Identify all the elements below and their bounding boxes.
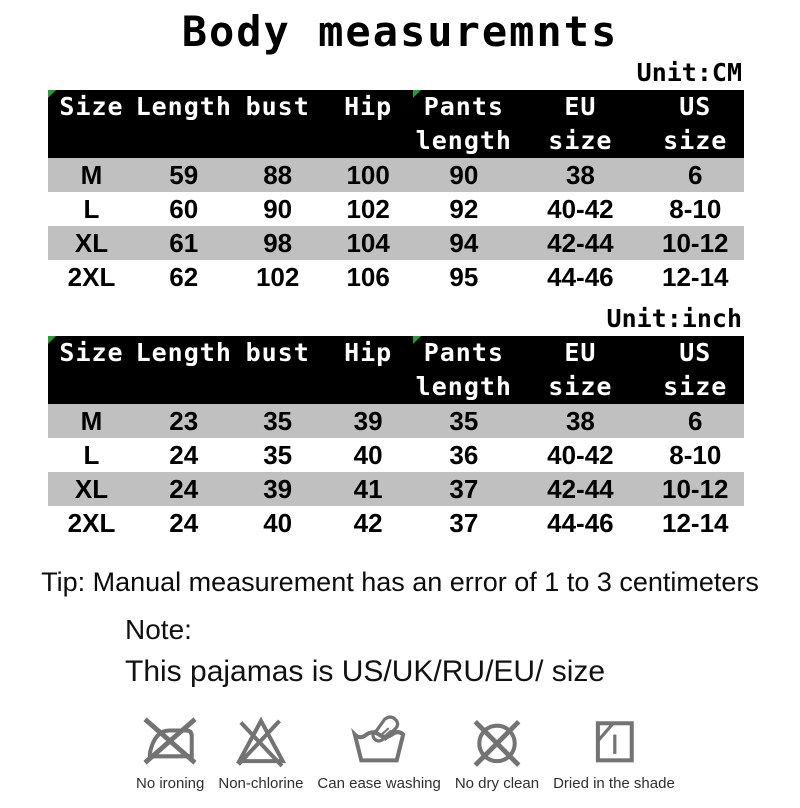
- measurement-tip: Tip: Manual measurement has an error of 1 to 3 centimeters: [41, 567, 759, 597]
- care-label: No dry clean: [454, 775, 540, 792]
- size-row: [48, 472, 744, 506]
- no-dry-clean-icon: [466, 712, 528, 770]
- size-cell: 12-14: [662, 262, 729, 292]
- care-item-no-ironing: [136, 712, 204, 792]
- size-cell: 41: [323, 472, 413, 506]
- size-cell: 102: [255, 262, 300, 292]
- size-row: [48, 438, 744, 472]
- header-row: [48, 336, 744, 404]
- cm-size-table: [48, 90, 744, 294]
- size-cell: 40-42: [547, 440, 614, 470]
- size-cell: 44-46: [547, 508, 614, 538]
- column-header: EU size: [514, 336, 646, 404]
- size-cell: 40: [353, 440, 383, 470]
- care-label: Dried in the shade: [553, 775, 675, 792]
- care-label: Non-chlorine: [218, 775, 304, 792]
- size-cell: 98: [232, 226, 322, 260]
- note-heading: Note:: [125, 614, 192, 645]
- size-cell: 94: [413, 226, 514, 260]
- size-cell: 10-12: [647, 472, 744, 506]
- note-body: This pajamas is US/UK/RU/EU/ size: [125, 655, 606, 688]
- size-cell: 2XL: [67, 508, 116, 538]
- size-cell: L: [83, 440, 100, 470]
- cm-table-section: [48, 58, 744, 294]
- size-cell: 35: [232, 404, 322, 438]
- size-row: [48, 506, 744, 540]
- size-cell: 12-14: [662, 508, 729, 538]
- size-cell: 38: [514, 404, 646, 438]
- size-cell: 10-12: [647, 226, 744, 260]
- non-chlorine-icon: [230, 712, 292, 770]
- inch-table-section: [48, 304, 744, 540]
- column-header: Pants length: [413, 90, 514, 158]
- size-cell: 95: [449, 262, 479, 292]
- column-header: Hip: [323, 90, 413, 158]
- size-cell: 35: [263, 440, 293, 470]
- size-cell: 36: [449, 440, 479, 470]
- size-cell: 42-44: [514, 226, 646, 260]
- size-row: [48, 226, 744, 260]
- column-header: bust: [232, 336, 322, 404]
- size-cell: L: [83, 194, 100, 224]
- ease-washing-icon: [348, 712, 410, 770]
- column-header: Length: [135, 90, 232, 158]
- column-header: Hip: [323, 336, 413, 404]
- size-cell: XL: [48, 472, 135, 506]
- size-row: [48, 158, 744, 192]
- size-cell: 102: [346, 194, 390, 224]
- cell-corner-marker-icon: [48, 336, 56, 344]
- care-label: No ironing: [136, 775, 205, 792]
- size-cell: 24: [169, 440, 199, 470]
- size-cell: 40: [263, 508, 293, 538]
- column-header: EU size: [514, 90, 646, 158]
- size-cell: 90: [413, 158, 514, 192]
- column-header: US size: [647, 336, 744, 404]
- cell-corner-marker-icon: [413, 90, 421, 98]
- size-cell: 62: [169, 262, 199, 292]
- column-header: bust: [232, 90, 322, 158]
- note-block: [125, 614, 800, 690]
- column-header: Size: [48, 336, 135, 404]
- unit-inch-label: Unit:inch: [606, 304, 742, 333]
- column-header: Length: [135, 336, 232, 404]
- size-cell: 42-44: [514, 472, 646, 506]
- no-ironing-icon: [139, 712, 201, 770]
- cell-corner-marker-icon: [48, 90, 56, 98]
- care-item-no-dry-clean: [455, 712, 539, 792]
- size-cell: 59: [135, 158, 232, 192]
- size-cell: 42: [353, 508, 383, 538]
- size-cell: 106: [346, 262, 390, 292]
- care-instructions-row: [136, 712, 800, 792]
- size-cell: 35: [413, 404, 514, 438]
- care-item-ease-washing: [317, 712, 440, 792]
- size-cell: 37: [413, 472, 514, 506]
- column-header: US size: [647, 90, 744, 158]
- cell-corner-marker-icon: [413, 336, 421, 344]
- size-cell: 6: [647, 158, 744, 192]
- size-cell: 8-10: [669, 440, 722, 470]
- inch-size-table: [48, 336, 744, 540]
- size-cell: 24: [135, 472, 232, 506]
- header-row: [48, 90, 744, 158]
- size-cell: 38: [514, 158, 646, 192]
- care-label: Can ease washing: [317, 775, 441, 792]
- size-cell: 44-46: [547, 262, 614, 292]
- size-cell: 8-10: [669, 194, 722, 224]
- column-header: Size: [48, 90, 135, 158]
- size-cell: 61: [135, 226, 232, 260]
- size-cell: 88: [232, 158, 322, 192]
- size-cell: 90: [263, 194, 293, 224]
- care-item-dried-in-shade: [553, 712, 675, 792]
- care-item-non-chlorine: [218, 712, 303, 792]
- size-cell: 37: [449, 508, 479, 538]
- dried-in-shade-icon: [588, 712, 640, 770]
- size-row: [48, 404, 744, 438]
- size-cell: 24: [169, 508, 199, 538]
- size-cell: 23: [135, 404, 232, 438]
- size-cell: 2XL: [67, 262, 116, 292]
- size-row: [48, 192, 744, 226]
- size-cell: 6: [647, 404, 744, 438]
- size-cell: XL: [48, 226, 135, 260]
- page-title: Body measuremnts: [181, 7, 619, 56]
- size-row: [48, 260, 744, 294]
- size-cell: 92: [449, 194, 479, 224]
- column-header: Pants length: [413, 336, 514, 404]
- size-cell: M: [48, 404, 135, 438]
- size-cell: 39: [323, 404, 413, 438]
- size-cell: 100: [323, 158, 413, 192]
- size-cell: M: [48, 158, 135, 192]
- size-cell: 39: [232, 472, 322, 506]
- size-cell: 40-42: [547, 194, 614, 224]
- size-cell: 104: [323, 226, 413, 260]
- unit-cm-label: Unit:CM: [636, 58, 742, 87]
- size-cell: 60: [169, 194, 199, 224]
